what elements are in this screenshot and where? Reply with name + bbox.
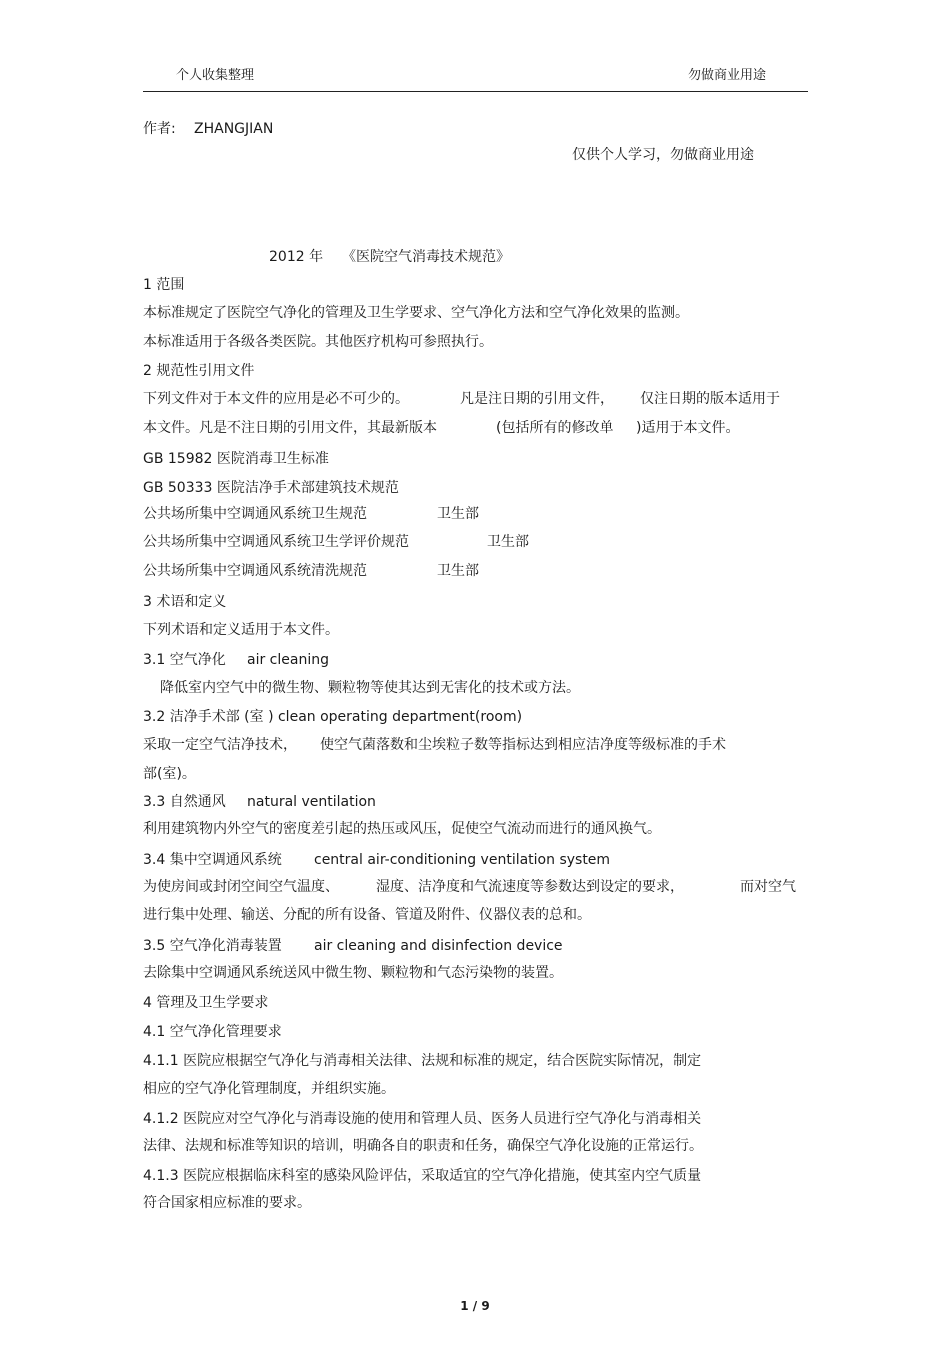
term-3-2-def1a: 采取一定空气洁净技术， bbox=[143, 737, 297, 753]
section-2-p1a: 下列文件对于本文件的应用是必不可少的。 bbox=[143, 391, 409, 407]
section-4-1-heading: 4.1 空气净化管理要求 bbox=[143, 1024, 282, 1040]
reference-gb50333: GB 50333 医院洁净手术部建筑技术规范 bbox=[143, 480, 399, 496]
term-3-5-cn: 3.5 空气净化消毒装置 bbox=[143, 938, 282, 954]
term-3-2-def2: 部(室)。 bbox=[143, 766, 196, 782]
title-year: 2012 年 bbox=[269, 249, 324, 265]
page-number: 1 / 9 bbox=[460, 1299, 490, 1313]
author-name: ZHANGJIAN bbox=[194, 121, 274, 137]
clause-4-1-1-line1: 4.1.1 医院应根据空气净化与消毒相关法律、法规和标准的规定，结合医院实际情况，制定 bbox=[143, 1053, 702, 1069]
reference-5: 公共场所集中空调通风系统清洗规范 bbox=[143, 563, 367, 579]
section-3-heading: 3 术语和定义 bbox=[143, 594, 227, 610]
term-3-4-def2: 进行集中处理、输送、分配的所有设备、管道及附件、仪器仪表的总和。 bbox=[143, 907, 591, 923]
section-2-p2b: (包括所有的修改单 bbox=[496, 420, 614, 436]
term-3-3-def: 利用建筑物内外空气的密度差引起的热压或风压，促使空气流动而进行的通风换气。 bbox=[143, 821, 661, 837]
term-3-1-def: 降低室内空气中的微生物、颗粒物等使其达到无害化的技术或方法。 bbox=[160, 680, 580, 696]
term-3-5-en: air cleaning and disinfection device bbox=[314, 938, 563, 954]
reference-5-org: 卫生部 bbox=[437, 563, 479, 579]
author-label: 作者: bbox=[143, 121, 176, 137]
term-3-4-def1c: 而对空气 bbox=[740, 879, 796, 895]
clause-4-1-3-line1: 4.1.3 医院应根据临床科室的感染风险评估，采取适宜的空气净化措施，使其室内空气质量 bbox=[143, 1168, 702, 1184]
term-3-4-def1a: 为使房间或封闭空间空气温度、 bbox=[143, 879, 339, 895]
title-name: 《医院空气消毒技术规范》 bbox=[342, 249, 510, 265]
term-3-3-en: natural ventilation bbox=[247, 794, 376, 810]
reference-gb15982: GB 15982 医院消毒卫生标准 bbox=[143, 451, 329, 467]
clause-4-1-2-line2: 法律、法规和标准等知识的培训，明确各自的职责和任务，确保空气净化设施的正常运行。 bbox=[143, 1138, 703, 1154]
term-3-2-def1b: 使空气菌落数和尘埃粒子数等指标达到相应洁净度等级标准的手术 bbox=[320, 737, 726, 753]
clause-4-1-1-line2: 相应的空气净化管理制度，并组织实施。 bbox=[143, 1081, 395, 1097]
section-2-p2c: )适用于本文件。 bbox=[636, 420, 740, 436]
term-3-4-en: central air-conditioning ventilation system bbox=[314, 852, 611, 868]
reference-4-org: 卫生部 bbox=[487, 534, 529, 550]
section-1-p2: 本标准适用于各级各类医院。其他医疗机构可参照执行。 bbox=[143, 334, 493, 350]
term-3-3-cn: 3.3 自然通风 bbox=[143, 794, 226, 810]
section-4-heading: 4 管理及卫生学要求 bbox=[143, 995, 269, 1011]
term-3-4-cn: 3.4 集中空调通风系统 bbox=[143, 852, 282, 868]
reference-3: 公共场所集中空调通风系统卫生规范 bbox=[143, 506, 367, 522]
clause-4-1-2-line1: 4.1.2 医院应对空气净化与消毒设施的使用和管理人员、医务人员进行空气净化与消毒相关 bbox=[143, 1111, 702, 1127]
section-1-heading: 1 范围 bbox=[143, 277, 185, 293]
reference-4: 公共场所集中空调通风系统卫生学评价规范 bbox=[143, 534, 409, 550]
header-rule bbox=[143, 91, 808, 92]
usage-notice: 仅供个人学习，勿做商业用途 bbox=[572, 147, 754, 163]
reference-3-org: 卫生部 bbox=[437, 506, 479, 522]
section-1-p1: 本标准规定了医院空气净化的管理及卫生学要求、空气净化方法和空气净化效果的监测。 bbox=[143, 305, 689, 321]
section-2-p2a: 本文件。凡是不注日期的引用文件，其最新版本 bbox=[143, 420, 437, 436]
term-3-5-def: 去除集中空调通风系统送风中微生物、颗粒物和气态污染物的装置。 bbox=[143, 965, 563, 981]
clause-4-1-3-line2: 符合国家相应标准的要求。 bbox=[143, 1195, 311, 1211]
header-left: 个人收集整理 bbox=[176, 68, 255, 83]
section-2-p1b: 凡是注日期的引用文件， bbox=[460, 391, 614, 407]
header-right: 勿做商业用途 bbox=[688, 68, 767, 83]
section-2-heading: 2 规范性引用文件 bbox=[143, 363, 255, 379]
section-2-p1c: 仅注日期的版本适用于 bbox=[640, 391, 780, 407]
term-3-4-def1b: 湿度、洁净度和气流速度等参数达到设定的要求， bbox=[376, 879, 684, 895]
term-3-2: 3.2 洁净手术部 (室 ) clean operating department(room) bbox=[143, 709, 523, 725]
term-3-1-cn: 3.1 空气净化 bbox=[143, 652, 226, 668]
term-3-1-en: air cleaning bbox=[247, 652, 329, 668]
section-3-intro: 下列术语和定义适用于本文件。 bbox=[143, 622, 339, 638]
